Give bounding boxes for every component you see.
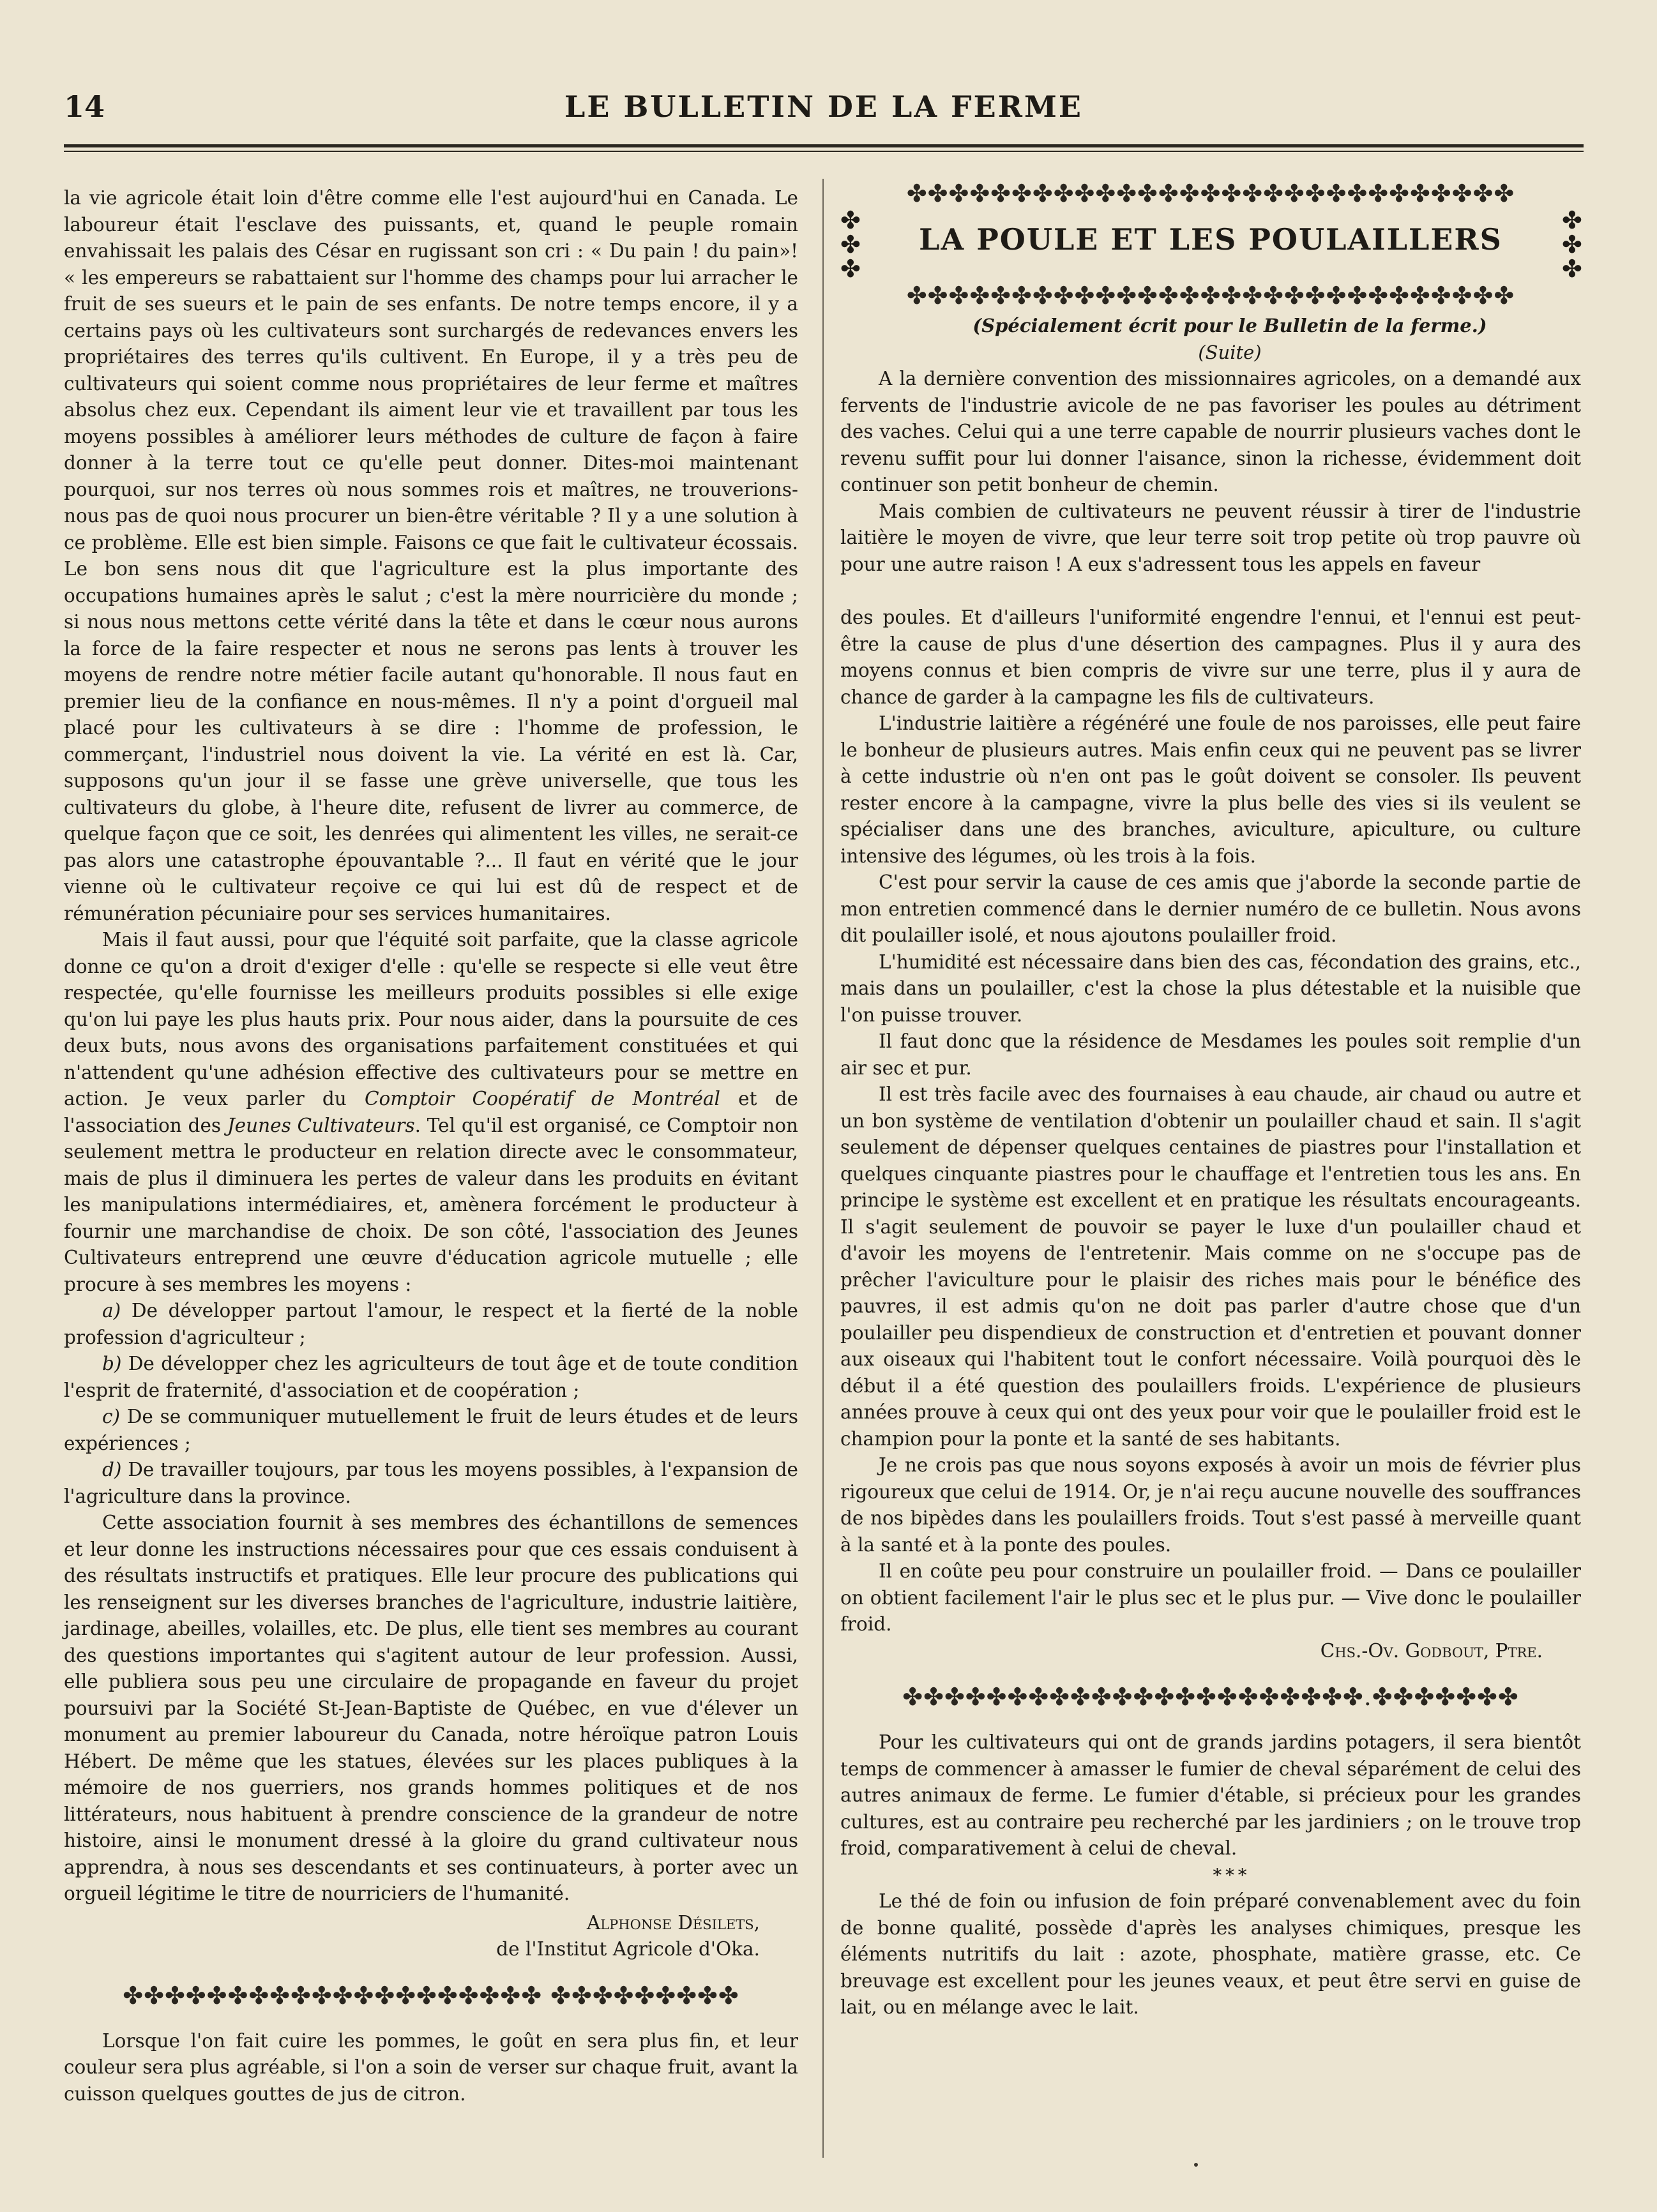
article-paragraph-8: Il est très facile avec des fournaises à eau chaude, air chaud ou autre et un bon système de ventilation d'obtenir un poulailler chaud et sain. Il s'agit seulement de dépenser quelques centaines de piastres pour l'installation et quelques cinquante piastres pour le chauffage et l'entretien tous les ans. En principe le système est excellent et en pratique les résultats encourageants. Il s'agit seulement de pouvoir se payer le luxe d'un poulailler chaud et d'avoir les moyens de l'entretenir. Mais comme on ne s'occupe pas de prêcher l'aviculture pour le plaisir des riches mais pour le bénéfice des pauvres, il est admis qu'on ne doit pas parler d'autre chose que d'un poulailler peu dispendieux de construction et d'entretien et pouvant donner aux oiseaux qui l'habitent tout le confort nécessaire. Voilà pourquoi dès le début il a été question des poulaillers froids. L'expérience de plusieurs années prouve à ceux qui ont des yeux pour voir que le poulailler froid est le champion pour la ponte et la santé de ses habitants. [840, 1083, 1581, 1450]
article-paragraph-5: C'est pour servir la cause de ces amis que j'aborde la seconde partie de mon entretien commencé dans le dernier numéro de ce bulletin. Nous avons dit poulailler isolé, et nous ajoutons poulailler froid. [840, 871, 1581, 946]
list-letter-d: d) [102, 1459, 122, 1480]
column-divider [822, 179, 824, 2158]
article-paragraph-2: Mais combien de cultivateurs ne peuvent réussir à tirer de l'industrie laitière le moyen de vivre, que leur terre soit trop petite où trop pauvre où pour une autre raison ! A eux s'adressent tous les appels en faveur [840, 500, 1581, 575]
fleuron-border-top: ✤✤✤✤✤✤✤✤✤✤✤✤✤✤✤✤✤✤✤✤✤✤✤✤✤✤✤✤✤ [906, 179, 1515, 207]
article-paragraph-4: L'industrie laitière a régénéré une foule de nos paroisses, elle peut faire le bonheur de plusieurs autres. Mais enfin ceux qui ne peuvent pas se livrer à cette industrie où n'en ont pas le goût doivent se consoler. Ils peuvent rester encore à la campagne, vivre la plus belle des vies si ils veulent se spécialiser dans une des branches, aviculture, apiculture, ou culture intensive des légumes, où les trois à la fois. [840, 712, 1581, 867]
article-paragraph-1: A la dernière convention des missionnaires agricoles, on a demandé aux fervents de l'industrie avicole de ne pas favoriser les poules au détriment des vaches. Celui qui a une terre capable de nourrir plusieurs vaches dont le revenu suffit pour lui donner l'aisance, sinon la richesse, évidemment doit continuer son petit bonheur de chemin. [840, 368, 1581, 495]
note-apples: Lorsque l'on fait cuire les pommes, le goût en sera plus fin, et leur couleur sera plus agréable, si l'on a soin de verser sur chaque fruit, avant la cuisson quelques gouttes de jus de citron. [64, 2029, 798, 2105]
signature-name: Alphonse Désilets, [586, 1911, 760, 1934]
article-paragraph-3: des poules. Et d'ailleurs l'uniformité engendre l'ennui, et l'ennui est peut-être la cause de plus d'une désertion des campagnes. Plus il y aura des moyens connus et bien compris de vivre sur une terre, plus il y aura de chance de garder à la campagne les fils de cultivateurs. [840, 606, 1581, 708]
note-the-de-foin: Le thé de foin ou infusion de foin préparé convenablement avec du foin de bonne qualité, possède d'après les analyses chimiques, presque les éléments nutritifs du lait : azote, phosphate, matière grasse, etc. Ce breuvage est excellent pour les jeunes veaux, et peut être servi en guise de lait, ou en mélange avec le lait. [840, 1890, 1581, 2018]
article-title-box [840, 179, 1581, 313]
left-paragraph-1: la vie agricole était loin d'être comme elle l'est aujourd'hui en Canada. Le laboureur était l'esclave des puissants, et, quand le peuple romain envahissait les palais des César en rugissant son cri : « Du pain ! du pain»! « les empereurs se rabattaient sur l'homme des champs pour lui arracher le fruit de ses sueurs et le pain de ses enfants. De notre temps encore, il y a certains pays où les cultivateurs sont surchargés de redevances envers les propriétaires des terres qu'ils cultivent. En Europe, il y a très peu de cultivateurs qui soient comme nous propriétaires de leur ferme et maîtres absolus chez eux. Cependant ils aiment leur vie et travaillent par tous les moyens possibles à améliorer leurs méthodes de culture de façon à faire donner à la terre tout ce qu'elle peut donner. Dites-moi maintenant pourquoi, sur nos terres où nous sommes rois et maîtres, ne trouverions-nous pas de quoi nous procurer un bien-être véritable ? Il y a une solution à ce problème. Elle est bien simple. Faisons ce que fait le cultivateur écossais. Le bon sens nous dit que l'agriculture est la plus importante des occupations humaines après le salut ; c'est la mère nourricière du monde ; si nous nous mettons cette vérité dans la tête et dans le cœur nous aurons la force de la faire respecter et nous ne serons pas lents à trouver les moyens de rendre notre métier facile autant qu'honorable. Il nous faut en premier lieu de la confiance en nous-mêmes. Il n'y a point d'orgueil mal placé pour les cultivateurs à se dire : l'homme de profession, le commerçant, l'industriel nous doivent la vie. La vérité en est là. Car, supposons qu'un jour il se fasse une grève universelle, que tous les cultivateurs du globe, à l'heure dite, refusent de livrer au commerce, de quelque façon que ce soit, les denrées qui alimentent les villes, ne serait-ce pas alors une catastrophe épouvantable ?... Il faut en vérité que le jour vienne où le cultivateur reçoive ce qui lui est dû de respect et de rémunération pécuniaire pour ses services humanitaires. [64, 187, 798, 924]
list-letter-a: a) [102, 1300, 121, 1321]
header-rule-thick [64, 144, 1584, 147]
comptoir-name: Comptoir Coopératif de Montréal [364, 1088, 720, 1110]
left-paragraph-3: Cette association fournit à ses membres des échantillons de semences et leur donne les instructions nécessaires pour que ces essais conduisent à des résultats instructifs et pratiques. Elle leur procure des publications qui les renseignent sur les diverses branches de l'agriculture, industrie laitière, jardinage, abeilles, volailles, etc. De plus, elle tient ses membres au courant des questions importantes qui s'agitent autour de leur profession. Aussi, elle publiera sous peu une circulaire de propagande en faveur du projet poursuivi par la Société St-Jean-Baptiste de Québec, en vue d'élever un monument au premier laboureur du Canada, notre héroïque patron Louis Hébert. De même que les statues, élevées sur les places publiques à la mémoire de nos guerriers, nos grands hommes politiques et de nos littérateurs, nous habituent à prendre conscience de la grandeur de notre histoire, ainsi le monument dressé à la gloire du grand cultivateur nous apprendra, à nous ses descendants et ses continuateurs, à porter avec un orgueil légitime le titre de nourriciers de l'humanité. [64, 1512, 798, 1904]
article-paragraph-6: L'humidité est nécessaire dans bien des cas, fécondation des grains, etc., mais dans un poulailler, c'est la chose la plus détestable et la nuisible que l'on puisse trouver. [840, 951, 1581, 1026]
left-paragraph-2-text: Mais il faut aussi, pour que l'équité soit parfaite, que la classe agricole donne ce qu'on a droit d'exiger d'elle : qu'elle se respecte si elle veut être respectée, qu'elle fournisse les meilleurs produits possibles si elle exige qu'on lui paye les plus hauts prix. Pour nous aider, dans la poursuite de ces deux buts, nous avons des organisations parfaitement constituées et qui n'attendent qu'une adhésion effective des cultivateurs pour se mettre en action. Je veux parler du [64, 929, 798, 1110]
fleuron-border-left: ✤ ✤ ✤ [840, 206, 861, 283]
page-header [64, 89, 1584, 128]
print-speck [1194, 2163, 1198, 2167]
left-column [64, 185, 798, 2107]
list-text-d: De travailler toujours, par tous les moyens possibles, à l'expansion de l'agriculture dans la province. [64, 1459, 798, 1507]
note-fumier: Pour les cultivateurs qui ont de grands jardins potagers, il sera bientôt temps de commencer à amasser le fumier de cheval séparément de celui des autres animaux de ferme. Le fumier d'étable, si précieux pour les grandes cultures, est au contraire peu recherché par les jardiniers ; on le trouve trop froid, comparativement à celui de cheval. [840, 1731, 1581, 1859]
list-item-c [64, 1404, 798, 1457]
signature-godbout-text: Chs.-Ov. Godbout, Ptre. [1320, 1639, 1543, 1662]
left-paragraph-2-rest: . Tel qu'il est organisé, ce Comptoir non seulement mettra le producteur en relation directe avec le consommateur, mais de plus il diminuera les pertes de valeur dans les produits en évitant les manipulations intermédiaires, et, amènera forcément le producteur à fournir une marchandise de choix. De son côté, l'association des Jeunes Cultivateurs entreprend une œuvre d'éducation agricole mutuelle ; elle procure à ses membres les moyens : [64, 1114, 798, 1295]
list-letter-b: b) [102, 1353, 122, 1374]
article-subtitle: (Spécialement écrit pour le Bulletin de la ferme.) [972, 315, 1487, 336]
list-text-a: De développer partout l'amour, le respect et la fierté de la noble profession d'agriculteur ; [64, 1300, 798, 1348]
list-item-b [64, 1351, 798, 1404]
fleuron-border-bottom: ✤✤✤✤✤✤✤✤✤✤✤✤✤✤✤✤✤✤✤✤✤✤✤✤✤✤✤✤✤ [906, 282, 1515, 310]
column-gap [840, 578, 1581, 605]
fleuron-border-right: ✤ ✤ ✤ [1562, 206, 1582, 283]
page-number: 14 [64, 89, 105, 124]
header-rule-thin [64, 151, 1584, 152]
list-text-c: De se communiquer mutuellement le fruit de leurs études et de leurs expériences ; [64, 1406, 798, 1454]
list-item-d [64, 1457, 798, 1510]
list-text-b: De développer chez les agriculteurs de tout âge et de toute condition l'esprit de fraternité, d'association et de coopération ; [64, 1353, 798, 1401]
list-item-a [64, 1298, 798, 1351]
left-paragraph-2 [64, 927, 798, 1298]
publication-title: LE BULLETIN DE LA FERME [564, 89, 1083, 124]
article-continued: (Suite) [1198, 341, 1262, 363]
fleuron-separator-left: ✤✤✤✤✤✤✤✤✤✤✤✤✤✤✤✤✤✤✤✤ ✤✤✤✤✤✤✤✤✤ [123, 1981, 739, 2010]
article-paragraph-7: Il faut donc que la résidence de Mesdames les poules soit remplie d'un air sec et pur. [840, 1030, 1581, 1079]
article-title: LA POULE ET LES POULAILLERS [919, 222, 1502, 257]
signature-desilets [64, 1910, 798, 1963]
fleuron-separator-right: ✤✤✤✤✤✤✤✤✤✤✤✤✤✤✤✤✤✤✤✤✤✤.✤✤✤✤✤✤✤ [902, 1683, 1519, 1711]
article-paragraph-9: Je ne crois pas que nous soyons exposés à avoir un mois de février plus rigoureux que celui de 1914. Or, je n'ai reçu aucune nouvelle des souffrances de nos bipèdes dans les poulaillers froids. Tout s'est passé à merveille quant à la santé et à la ponte des poules. [840, 1454, 1581, 1556]
right-column [840, 179, 1581, 2021]
between-names: et de l'association des [64, 1088, 798, 1136]
jeunes-cultivateurs-name: Jeunes Cultivateurs [227, 1114, 415, 1136]
article-paragraph-10: Il en coûte peu pour construire un poulailler froid. — Dans ce poulailler on obtient facilement l'air le plus sec et le plus pur. — Vive donc le poulailler froid. [840, 1560, 1581, 1635]
signature-affiliation: de l'Institut Agricole d'Oka. [496, 1938, 760, 1960]
list-letter-c: c) [102, 1406, 121, 1427]
signature-godbout [840, 1638, 1581, 1665]
asterism: * * * [1213, 1864, 1247, 1886]
